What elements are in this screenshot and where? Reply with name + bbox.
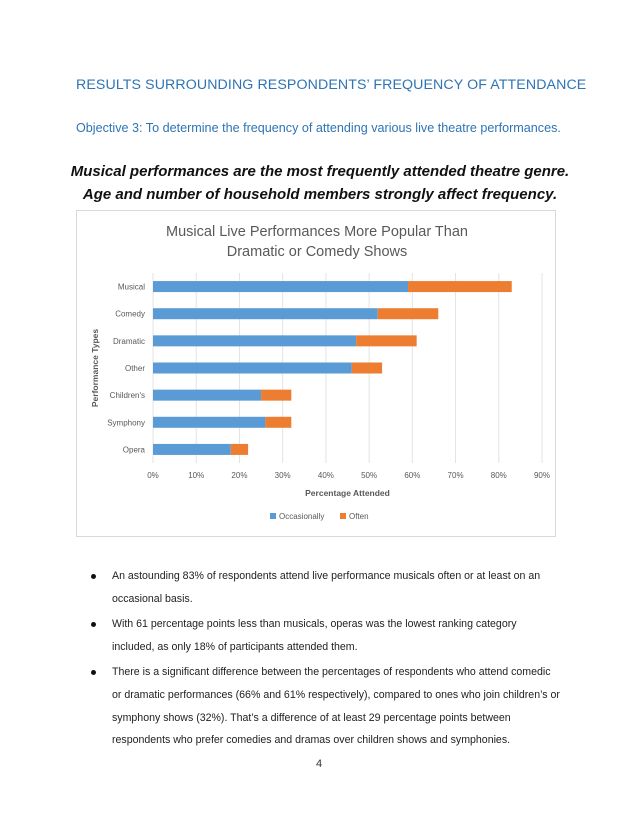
x-tick-label: 40%: [317, 471, 334, 480]
x-tick-label: 90%: [533, 471, 551, 480]
page-number: 4: [315, 758, 323, 770]
bar-often: [378, 308, 439, 319]
x-axis-label: Percentage Attended: [305, 488, 390, 498]
x-tick-label: 80%: [490, 471, 507, 480]
x-tick-label: 70%: [447, 471, 464, 480]
section-heading: RESULTS SURROUNDING RESPONDENTS’ FREQUENCY OF ATTENDANCE: [76, 77, 587, 93]
bar-occasionally: [153, 444, 231, 455]
y-tick-label: Musical: [117, 282, 145, 292]
chart-svg: [77, 211, 557, 538]
bar-occasionally: [153, 281, 408, 292]
bullet-item: [90, 661, 560, 751]
y-tick-label: Children's: [109, 391, 145, 401]
y-tick-label: Symphony: [107, 418, 145, 428]
x-tick-label: 0%: [147, 471, 159, 480]
bullet-icon: [91, 622, 96, 627]
x-tick-label: 60%: [404, 471, 421, 480]
legend-swatch-occasionally: [270, 513, 276, 519]
x-tick-label: 30%: [274, 471, 291, 480]
y-axis-label: Performance Types: [90, 328, 100, 408]
bullet-item: [90, 613, 560, 658]
x-tick-label: 10%: [188, 471, 205, 480]
y-tick-label: Dramatic: [112, 336, 145, 346]
y-tick-label: Comedy: [115, 309, 145, 319]
bar-often: [265, 417, 291, 428]
bar-often: [408, 281, 512, 292]
x-tick-label: 50%: [361, 471, 378, 480]
bar-often: [261, 390, 291, 401]
bullet-list: [90, 565, 560, 755]
bullet-icon: [91, 670, 96, 675]
legend-label: Often: [349, 512, 369, 521]
legend-label: Occasionally: [279, 512, 325, 521]
y-tick-label: Other: [124, 364, 145, 373]
bar-often: [231, 444, 248, 455]
bullet-text: With 61 percentage points less than musicals, operas was the lowest ranking category included, as only 18% of participants attended them.: [112, 618, 517, 653]
x-tick-label: 20%: [231, 471, 248, 480]
bar-occasionally: [153, 308, 378, 319]
bullet-item: [90, 565, 560, 610]
bar-occasionally: [153, 417, 265, 428]
bar-often: [352, 363, 382, 374]
bullet-text: An astounding 83% of respondents attend live performance musicals often or at least on an occasional basis.: [112, 570, 541, 605]
chart-title: Musical Live Performances More Popular Than Dramatic or Comedy Shows: [166, 224, 468, 260]
bar-occasionally: [153, 390, 261, 401]
legend-swatch-often: [340, 513, 346, 519]
objective-text: Objective 3: To determine the frequency of attending various live theatre performances.: [76, 121, 561, 135]
bar-often: [356, 335, 417, 346]
y-tick-label: Opera: [122, 445, 145, 455]
bar-occasionally: [153, 335, 356, 346]
headline: Musical performances are the most frequently attended theatre genre. Age and number of household members strongly affect frequency.: [70, 163, 570, 203]
bullet-text: There is a significant difference between the percentages of respondents who attend comedic or dramatic performances (66% and 61% respectively), compared to ones who join children’s or symphony shows (32%). That’s a difference of at least 29 percentage points between respondents who prefer comedies and dramas over children shows and symphonies.: [112, 666, 560, 747]
bullet-icon: [91, 574, 96, 579]
bar-occasionally: [153, 363, 352, 374]
chart-container: [76, 210, 556, 537]
